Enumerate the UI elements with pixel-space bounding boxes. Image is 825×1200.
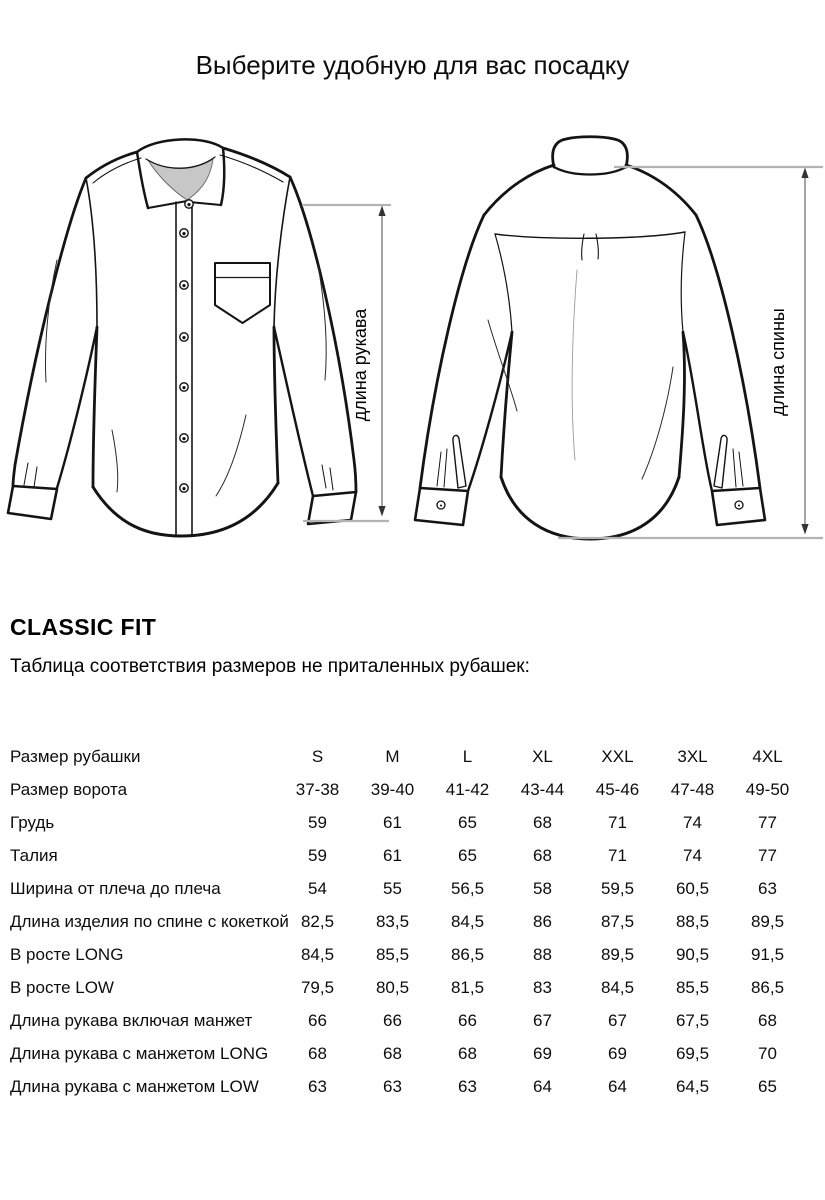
row-label: Размер рубашки: [10, 746, 141, 766]
row-value: 64,5: [675, 1077, 710, 1097]
row-label: В росте LOW: [10, 978, 114, 998]
row-value: 74: [683, 812, 702, 832]
row-value: XXL: [601, 746, 634, 766]
row-value: 39-40: [370, 779, 415, 799]
row-value: 83,5: [375, 912, 410, 932]
row-value: 68: [758, 1011, 777, 1031]
row-value: 66: [458, 1011, 477, 1031]
front-buttons: [180, 200, 193, 492]
table-row: [10, 773, 805, 806]
row-value: 83: [533, 978, 552, 998]
row-value: 66: [383, 1011, 402, 1031]
chest-pocket: [215, 263, 270, 323]
row-value: 70: [758, 1044, 777, 1064]
row-value: L: [462, 746, 473, 766]
row-value: 85,5: [375, 945, 410, 965]
cuff-placket-right: [714, 435, 727, 488]
row-label: В росте LONG: [10, 945, 124, 965]
row-value: 82,5: [300, 912, 335, 932]
table-row: [10, 1005, 805, 1038]
row-value: 84,5: [450, 912, 485, 932]
row-value: 88: [533, 945, 552, 965]
table-row: [10, 740, 805, 773]
row-value: 59: [308, 845, 327, 865]
row-value: 66: [308, 1011, 327, 1031]
row-label: Грудь: [10, 812, 55, 832]
row-value: 61: [383, 845, 402, 865]
row-value: 79,5: [300, 978, 335, 998]
row-value: S: [311, 746, 324, 766]
row-label: Размер ворота: [10, 779, 128, 799]
row-value: 63: [458, 1077, 477, 1097]
page-title: Выберите удобную для вас посадку: [195, 50, 630, 80]
row-value: 64: [533, 1077, 552, 1097]
sleeve-length-label: длина рукава: [350, 308, 370, 422]
row-value: 4XL: [752, 746, 783, 766]
row-value: 65: [458, 845, 477, 865]
table-row: [10, 905, 805, 938]
size-table: [10, 740, 805, 1104]
row-label: Длина рукава с манжетом LONG: [10, 1044, 269, 1064]
back-length-label: длина спины: [768, 308, 788, 416]
row-value: 68: [308, 1044, 327, 1064]
row-value: 63: [383, 1077, 402, 1097]
row-value: 87,5: [600, 912, 635, 932]
row-value: 55: [383, 878, 402, 898]
row-value: 59,5: [600, 878, 635, 898]
table-row: [10, 1038, 805, 1071]
shirt-front-drawing: [8, 139, 356, 536]
row-value: 69: [608, 1044, 627, 1064]
row-value: 69,5: [675, 1044, 710, 1064]
row-value: 68: [533, 812, 552, 832]
row-value: 54: [308, 878, 327, 898]
arrow-down-icon: [801, 524, 808, 535]
row-value: 63: [308, 1077, 327, 1097]
row-value: 90,5: [675, 945, 710, 965]
row-value: 64: [608, 1077, 627, 1097]
row-value: 85,5: [675, 978, 710, 998]
row-value: 74: [683, 845, 702, 865]
row-value: 43-44: [520, 779, 565, 799]
row-value: 68: [533, 845, 552, 865]
row-value: 81,5: [450, 978, 485, 998]
table-row: [10, 939, 805, 972]
row-value: 67,5: [675, 1011, 710, 1031]
shirt-diagram-svg: [0, 130, 825, 570]
row-label: Талия: [10, 845, 58, 865]
row-value: 67: [533, 1011, 552, 1031]
row-value: 65: [758, 1077, 777, 1097]
row-value: 77: [758, 812, 777, 832]
table-row: [10, 1071, 805, 1104]
row-value: 84,5: [600, 978, 635, 998]
row-value: 89,5: [600, 945, 635, 965]
row-label: Ширина от плеча до плеча: [10, 878, 221, 898]
row-value: 59: [308, 812, 327, 832]
row-value: 67: [608, 1011, 627, 1031]
row-value: 68: [383, 1044, 402, 1064]
fit-heading: CLASSIC FIT: [10, 614, 157, 640]
row-value: 60,5: [675, 878, 710, 898]
row-value: 47-48: [670, 779, 715, 799]
shirt-diagram: [0, 130, 825, 570]
shirt-back-drawing: [415, 137, 765, 539]
table-subtitle: Таблица соответствия размеров не приталенных рубашек:: [10, 656, 530, 677]
row-value: 58: [533, 878, 552, 898]
row-value: 71: [608, 845, 627, 865]
row-value: 71: [608, 812, 627, 832]
row-label: Длина рукава с манжетом LOW: [10, 1077, 259, 1097]
row-value: 86,5: [750, 978, 785, 998]
arrow-up-icon: [801, 168, 808, 179]
row-value: 91,5: [750, 945, 785, 965]
row-label: Длина изделия по спине с кокеткой: [10, 912, 289, 932]
back-length-measure: [558, 167, 823, 538]
row-value: 77: [758, 845, 777, 865]
cuff-placket-left: [453, 435, 466, 488]
row-value: 80,5: [375, 978, 410, 998]
row-value: M: [385, 746, 400, 766]
row-value: 37-38: [295, 779, 340, 799]
row-value: 65: [458, 812, 477, 832]
arrow-down-icon: [378, 506, 385, 517]
row-value: 56,5: [450, 878, 485, 898]
table-row: [10, 972, 805, 1005]
row-value: 49-50: [745, 779, 790, 799]
row-value: 89,5: [750, 912, 785, 932]
arrow-up-icon: [378, 206, 385, 217]
row-value: 84,5: [300, 945, 335, 965]
row-value: 45-46: [595, 779, 640, 799]
row-value: 86: [533, 912, 552, 932]
row-label: Длина рукава включая манжет: [10, 1011, 253, 1031]
row-value: 86,5: [450, 945, 485, 965]
table-row: [10, 839, 805, 872]
row-value: 3XL: [677, 746, 708, 766]
row-value: 41-42: [445, 779, 490, 799]
table-row: [10, 806, 805, 839]
table-row: [10, 872, 805, 905]
row-value: XL: [532, 746, 553, 766]
row-value: 69: [533, 1044, 552, 1064]
row-value: 63: [758, 878, 777, 898]
row-value: 68: [458, 1044, 477, 1064]
row-value: 61: [383, 812, 402, 832]
row-value: 88,5: [675, 912, 710, 932]
